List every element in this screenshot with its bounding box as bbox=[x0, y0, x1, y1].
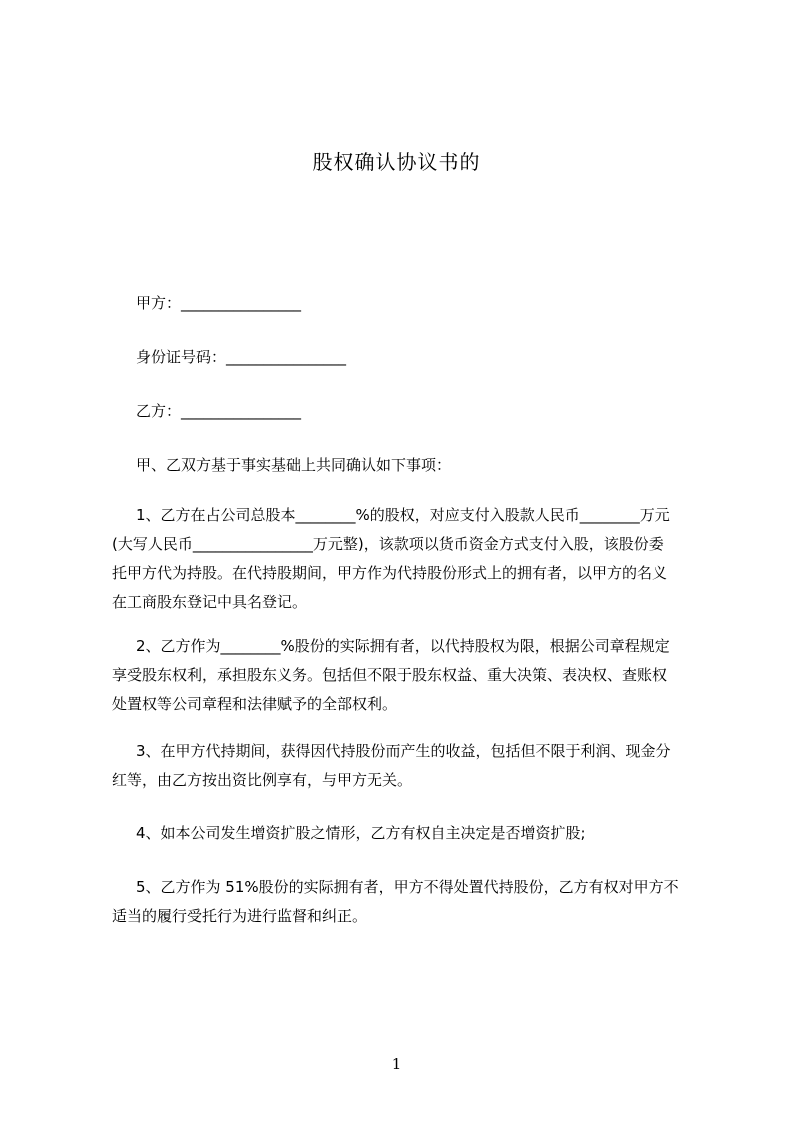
intro-line: 甲、乙双方基于事实基础上共同确认如下事项： bbox=[136, 456, 452, 474]
clause-line: 享受股东权利，承担股东义务。包括但不限于股东权益、重大决策、表决权、查账权 bbox=[112, 666, 668, 684]
clause-line: 在工商股东登记中具名登记。 bbox=[112, 593, 308, 611]
clause-line: 3、在甲方代持期间，获得因代持股份而产生的收益，包括但不限于利润、现金分 bbox=[136, 742, 671, 760]
clause-line: 1、乙方在占公司总股本________%的股权，对应支付入股款人民币________万元 bbox=[136, 506, 670, 524]
id-number-line: 身份证号码：________________ bbox=[136, 348, 347, 366]
page-number: 1 bbox=[391, 1055, 402, 1073]
clause-line: 4、如本公司发生增资扩股之情形，乙方有权自主决定是否增资扩股; bbox=[136, 824, 586, 842]
clause-line: 托甲方代为持股。在代持股期间，甲方作为代持股份形式上的拥有者，以甲方的名义 bbox=[112, 564, 668, 582]
clause-5 bbox=[112, 873, 702, 931]
clause-line: (大写人民币________________万元整)，该款项以货币资金方式支付入股，该股份委 bbox=[112, 535, 664, 553]
clause-line: 处置权等公司章程和法律赋予的全部权利。 bbox=[112, 695, 398, 713]
clause-line: 5、乙方作为 51%股份的实际拥有者，甲方不得处置代持股份，乙方有权对甲方不 bbox=[136, 878, 679, 896]
clause-3 bbox=[112, 737, 702, 795]
clause-2 bbox=[112, 632, 702, 719]
clause-line: 2、乙方作为________%股份的实际拥有者，以代持股权为限，根据公司章程规定 bbox=[136, 637, 670, 655]
party-a-line: 甲方：________________ bbox=[136, 294, 302, 312]
clause-4 bbox=[112, 819, 702, 848]
document-title: 股权确认协议书的 bbox=[312, 150, 481, 174]
party-b-line: 乙方：________________ bbox=[136, 402, 302, 420]
clause-line: 适当的履行受托行为进行监督和纠正。 bbox=[112, 907, 368, 925]
clause-line: 红等，由乙方按出资比例享有，与甲方无关。 bbox=[112, 771, 413, 789]
clause-1 bbox=[112, 501, 702, 617]
